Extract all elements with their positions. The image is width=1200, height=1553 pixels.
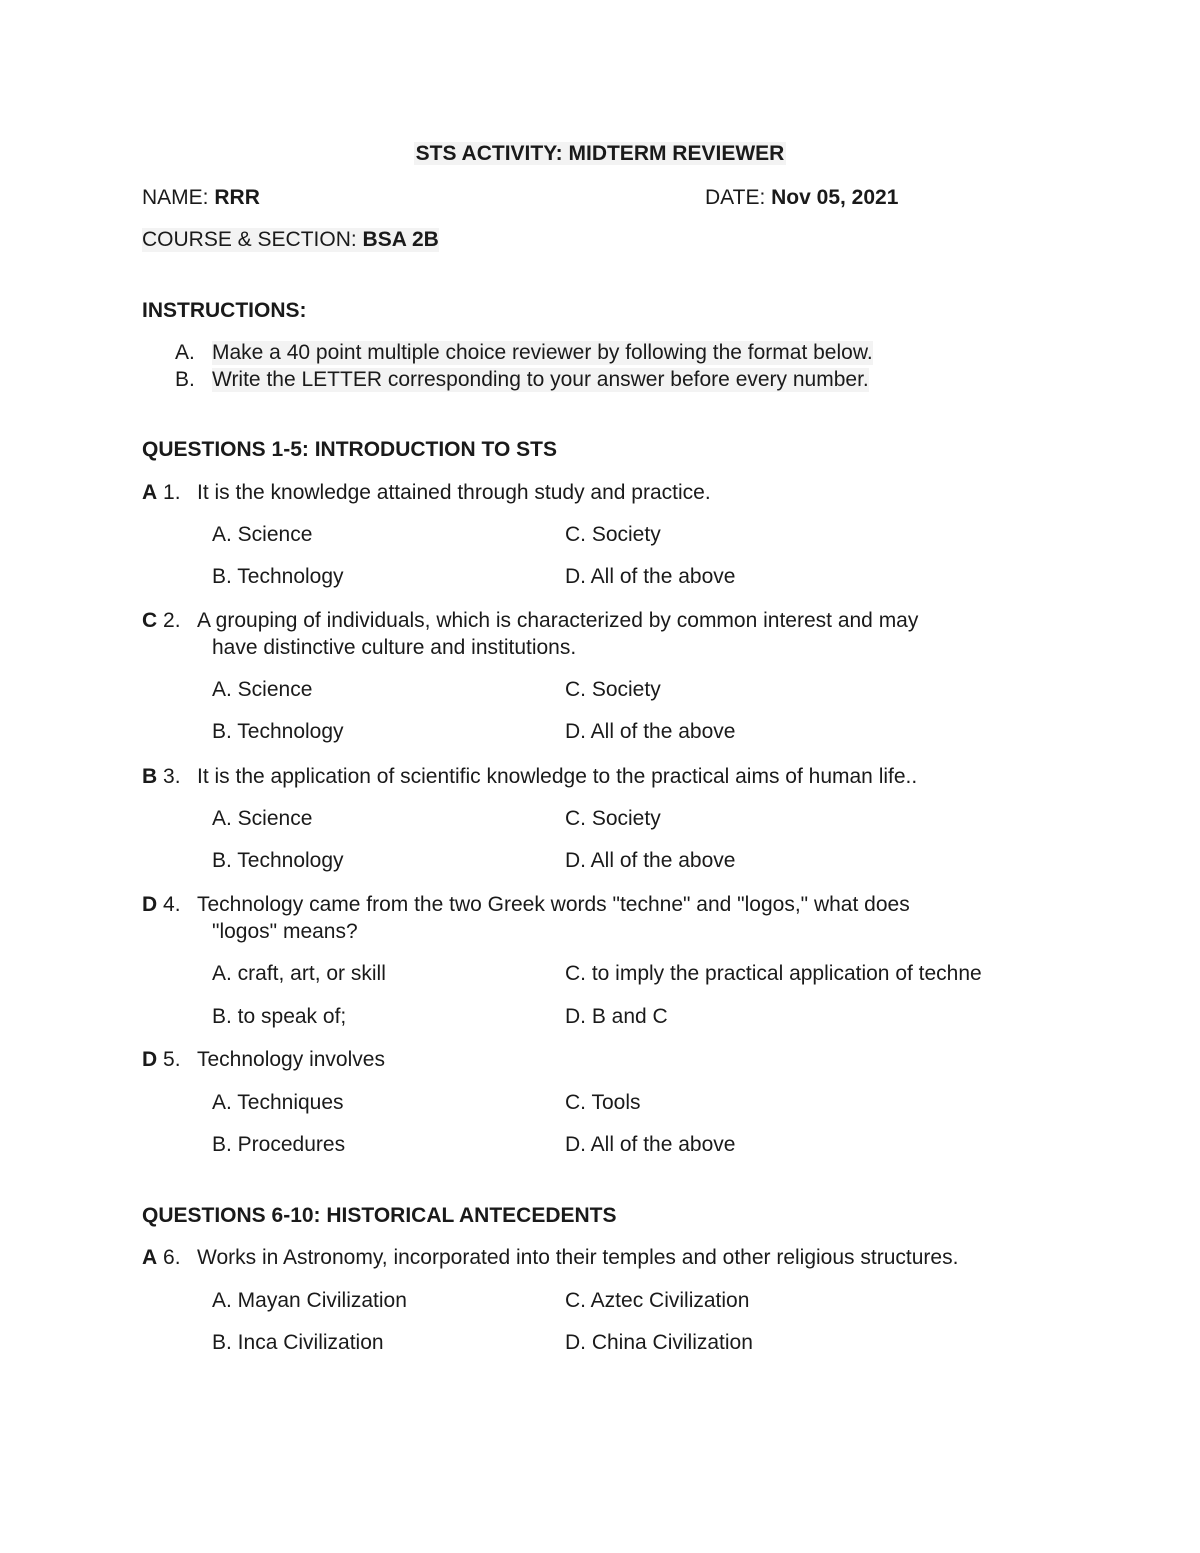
course-section-field: COURSE & SECTION: BSA 2B: [142, 228, 439, 251]
option-b: B. Technology: [212, 849, 344, 872]
option-d: D. All of the above: [565, 1133, 736, 1156]
option-c: C. Tools: [565, 1091, 641, 1114]
question-text: A grouping of individuals, which is characterized by common interest and may: [197, 609, 919, 632]
option-c: C. to imply the practical application of techne: [565, 962, 982, 985]
question-text: Technology involves: [197, 1048, 385, 1071]
option-a: A. craft, art, or skill: [212, 962, 386, 985]
question-number: A 6.: [142, 1246, 181, 1269]
question-number: A 1.: [142, 481, 181, 504]
option-a: A. Techniques: [212, 1091, 344, 1114]
option-c: C. Society: [565, 523, 661, 546]
option-c: C. Society: [565, 807, 661, 830]
option-b: B. Technology: [212, 720, 344, 743]
option-a: A. Science: [212, 523, 313, 546]
option-a: A. Science: [212, 678, 313, 701]
instructions-heading: INSTRUCTIONS:: [142, 299, 307, 322]
question-text-continued: have distinctive culture and institutions.: [212, 636, 577, 659]
instruction-letter: B.: [175, 368, 195, 391]
document-title: STS ACTIVITY: MIDTERM REVIEWER: [415, 142, 785, 165]
instruction-letter: A.: [175, 341, 195, 364]
option-c: C. Aztec Civilization: [565, 1289, 750, 1312]
section-heading: QUESTIONS 1-5: INTRODUCTION TO STS: [142, 438, 557, 461]
option-b: B. Procedures: [212, 1133, 346, 1156]
option-d: D. China Civilization: [565, 1331, 753, 1354]
option-d: D. All of the above: [565, 849, 736, 872]
option-b: B. Technology: [212, 565, 344, 588]
question-text: It is the application of scientific knowledge to the practical aims of human life..: [197, 765, 918, 788]
option-c: C. Society: [565, 678, 661, 701]
question-number: C 2.: [142, 609, 181, 632]
option-d: D. All of the above: [565, 720, 736, 743]
name-field: NAME: RRR: [142, 186, 260, 209]
option-d: D. B and C: [565, 1005, 668, 1028]
option-a: A. Science: [212, 807, 313, 830]
question-text: It is the knowledge attained through study and practice.: [197, 481, 711, 504]
question-number: B 3.: [142, 765, 181, 788]
section-heading: QUESTIONS 6-10: HISTORICAL ANTECEDENTS: [142, 1204, 617, 1227]
question-number: D 5.: [142, 1048, 181, 1071]
question-text: Works in Astronomy, incorporated into their temples and other religious structures.: [197, 1246, 959, 1269]
question-text: Technology came from the two Greek words "techne" and "logos," what does: [197, 893, 910, 916]
option-b: B. Inca Civilization: [212, 1331, 384, 1354]
instruction-text: Write the LETTER corresponding to your answer before every number.: [212, 368, 869, 391]
question-text-continued: "logos" means?: [212, 920, 358, 943]
option-b: B. to speak of;: [212, 1005, 347, 1028]
option-a: A. Mayan Civilization: [212, 1289, 407, 1312]
question-number: D 4.: [142, 893, 181, 916]
instruction-text: Make a 40 point multiple choice reviewer by following the format below.: [212, 341, 873, 364]
date-field: DATE: Nov 05, 2021: [705, 186, 899, 209]
option-d: D. All of the above: [565, 565, 736, 588]
